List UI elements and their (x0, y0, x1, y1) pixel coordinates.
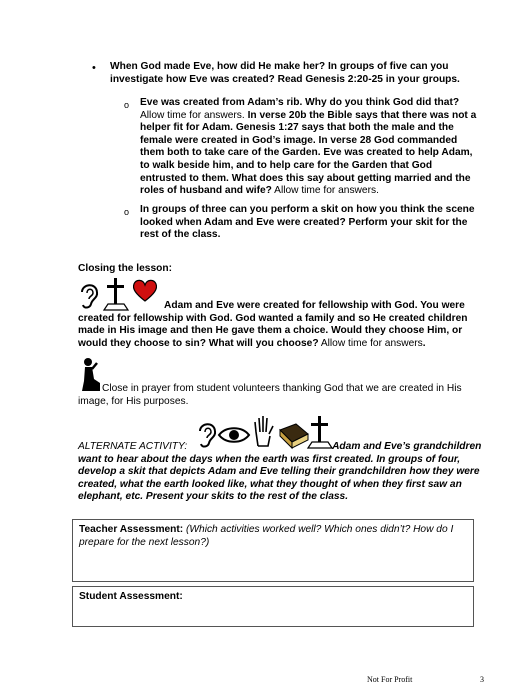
sub-bullet-marker: o (124, 207, 130, 217)
student-assessment-box[interactable] (72, 586, 474, 627)
sub-bullet-marker: o (124, 100, 130, 110)
closing-heading: Closing the lesson: (78, 263, 172, 274)
sub-item-skit: In groups of three can you perform a skit on how you think the scene looked when Adam and Eve were created? Perform your skit for the rest of the class. (140, 204, 475, 241)
alternate-activity-body: Adam and Eve’s grandchildren want to hear about the days when the earth was first created. In groups of four, develop a skit that depicts Adam and Eve telling their grandchildren how they were created, what the earth looked like, what they thought of when they first saw an elephant, etc. Present your skits to the rest of the class. (78, 441, 482, 503)
closing-prayer-text (78, 383, 483, 408)
closing-prayer-body: Close in prayer from student volunteers thanking God that we are created in His image, for His purposes. (78, 383, 462, 407)
allow-time-note: Allow time for answers. (140, 109, 245, 121)
student-assessment-title: Student Assessment: (79, 591, 183, 602)
footer-not-for-profit: Not For Profit (367, 675, 413, 684)
sub-item-rib (140, 97, 480, 198)
alternate-activity (78, 441, 488, 504)
sub-item-rib-explanation: In verse 20b the Bible says that there was not a helper fit for Adam. Genesis 1:27 says that both the male and the female were created in God’s image. In verse 28 God commanded them both to take care of the Garden. Eve was created to help Adam, to walk beside him, and to help care for the Garden that God entrusted to them. What does this say about getting married and the roles of husband and wife? (140, 109, 477, 197)
teacher-assessment-title: Teacher Assessment: (79, 524, 184, 535)
closing-period: . (422, 337, 426, 349)
page-number: 3 (480, 675, 484, 684)
alternate-activity-label: ALTERNATE ACTIVITY: (78, 441, 191, 452)
teacher-assessment-note: (Which activities worked well? Which ones didn’t? How do I prepare for the next lesson?) (79, 524, 454, 548)
allow-time-note: Allow time for answers (318, 337, 423, 349)
teacher-assessment-box[interactable] (72, 519, 474, 582)
closing-fellowship-text (78, 300, 483, 350)
main-question: When God made Eve, how did He make her? In groups of five can you investigate how Eve was created? Read Genesis 2:20-25 in your groups. (110, 61, 460, 85)
sub-item-rib-question: Eve was created from Adam’s rib. Why do you think God did that? (140, 97, 460, 108)
closing-fellowship-body: Adam and Eve were created for fellowship with God. You were created for fellowship with God. God wanted a family and so He created children made in His image and then He gave them a choice. Would they choose Him, or would they choose to sin? What will you choose? (78, 300, 468, 349)
bullet-marker: • (92, 62, 96, 74)
allow-time-note: Allow time for answers. (271, 185, 379, 197)
